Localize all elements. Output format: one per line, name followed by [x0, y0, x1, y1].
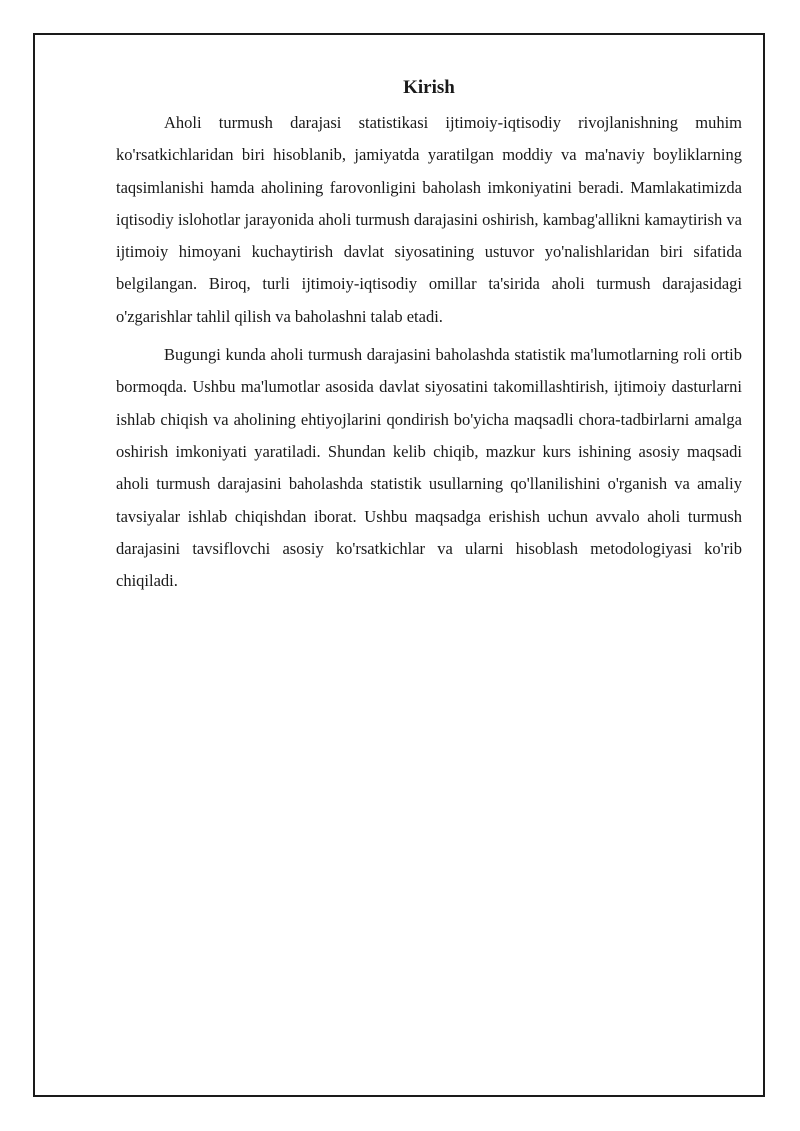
paragraph-2: Bugungi kunda aholi turmush darajasini baholashda statistik ma'lumotlarning roli ortib bormoqda. Ushbu ma'lumotlar asosida davlat siyosatini takomillashtirish, ijtimoiy dasturlarni ishlab chiqish va aholining ehtiyojlarini qondirish bo'yicha maqsadli chora-tadbirlarni amalga oshirish imkoniyati yaratiladi. Shundan kelib chiqib, mazkur kurs ishining asosiy maqsadi aholi turmush darajasini baholashda statistik usullarning qo'llanilishini o'rganish va amaliy tavsiyalar ishlab chiqishdan iborat. Ushbu maqsadga erishish uchun avvalo aholi turmush darajasini tavsiflovchi asosiy ko'rsatkichlar va ularni hisoblash metodologiyasi ko'rib chiqiladi.	[116, 345, 742, 591]
page-title: Kirish	[403, 77, 455, 98]
paragraph-1: Aholi turmush darajasi statistikasi ijtimoiy-iqtisodiy rivojlanishning muhim ko'rsatkichlaridan biri hisoblanib, jamiyatda yaratilgan moddiy va ma'naviy boyliklarning taqsimlanishi hamda aholining farovonligini baholash imkoniyatini beradi. Mamlakatimizda iqtisodiy islohotlar jarayonida aholi turmush darajasini oshirish, kambag'allikni kamaytirish va ijtimoiy himoyani kuchaytirish davlat siyosatining ustuvor yo'nalishlaridan biri sifatida belgilangan. Biroq, turli ijtimoiy-iqtisodiy omillar ta'sirida aholi turmush darajasidagi o'zgarishlar tahlil qilish va baholashni talab etadi.	[116, 113, 742, 326]
document-body	[116, 74, 742, 603]
